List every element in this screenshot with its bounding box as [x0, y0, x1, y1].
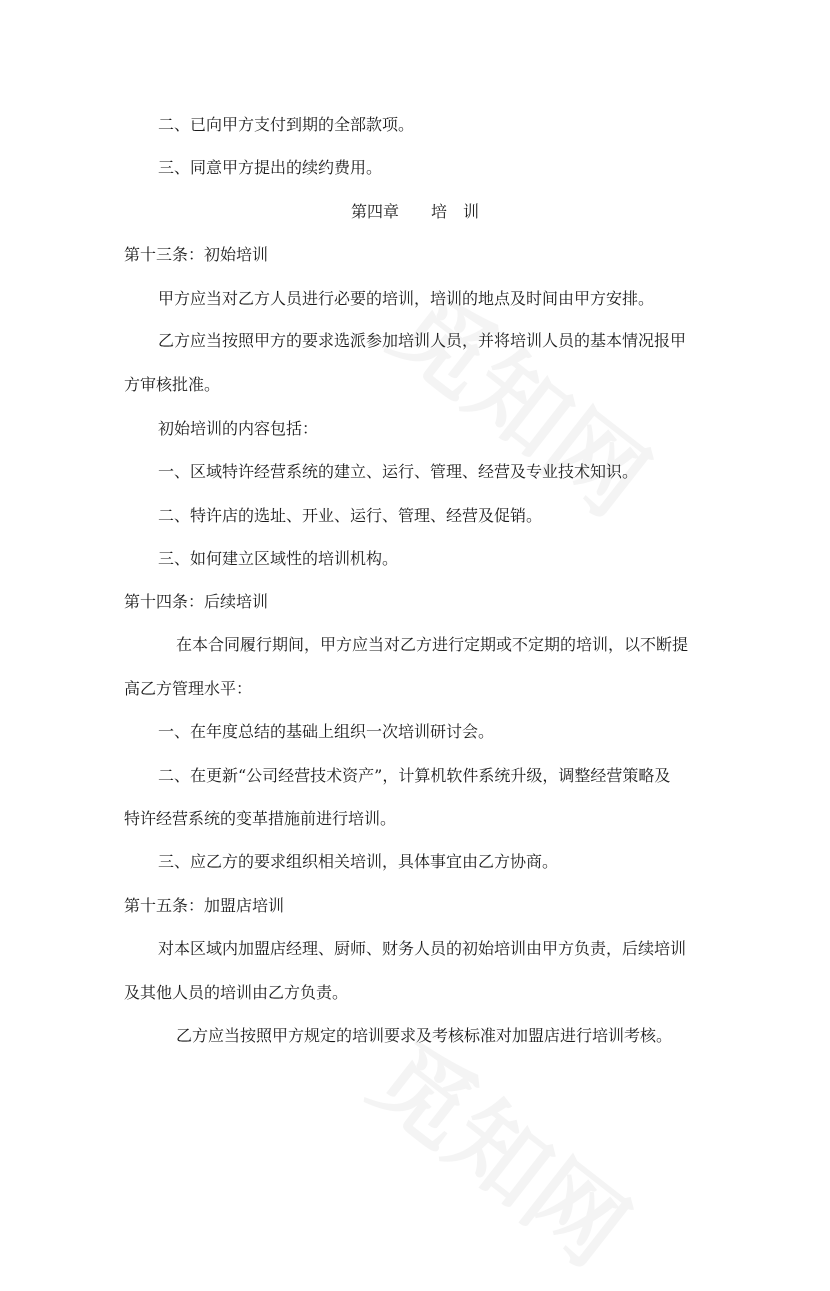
chapter-title: 第四章 培 训: [350, 202, 479, 221]
paragraph-line: 方审核批准。: [124, 375, 221, 394]
paragraph-line: 高乙方管理水平：: [124, 679, 253, 698]
paragraph-line: 在本合同履行期间，甲方应当对乙方进行定期或不定期的培训，以不断提: [176, 635, 689, 654]
list-item: 二、在更新“公司经营技术资产”，计算机软件系统升级，调整经营策略及: [158, 766, 671, 785]
article-heading: 第十四条：后续培训: [124, 592, 269, 611]
paragraph-line: 及其他人员的培训由乙方负责。: [124, 983, 349, 1002]
paragraph-line: 初始培训的内容包括：: [158, 419, 319, 438]
paragraph-line: 乙方应当按照甲方规定的培训要求及考核标准对加盟店进行培训考核。: [176, 1026, 673, 1045]
paragraph-line: 对本区域内加盟店经理、厨师、财务人员的初始培训由甲方负责，后续培训: [158, 939, 687, 958]
list-item: 二、特许店的选址、开业、运行、管理、经营及促销。: [158, 506, 543, 525]
article-heading: 第十五条：加盟店培训: [124, 896, 285, 915]
list-item: 三、应乙方的要求组织相关培训，具体事宜由乙方协商。: [158, 852, 559, 871]
clause-line: 三、同意甲方提出的续约费用。: [158, 158, 383, 177]
watermark: [348, 1006, 659, 1291]
list-item: 一、在年度总结的基础上组织一次培训研讨会。: [158, 722, 495, 741]
article-heading: 第十三条：初始培训: [124, 245, 269, 264]
paragraph-line: 乙方应当按照甲方的要求选派参加培训人员，并将培训人员的基本情况报甲: [158, 331, 687, 350]
clause-line: 二、已向甲方支付到期的全部款项。: [158, 115, 415, 134]
paragraph-line: 特许经营系统的变革措施前进行培训。: [124, 809, 397, 828]
list-item: 三、如何建立区域性的培训机构。: [158, 549, 399, 568]
list-item: 一、区域特许经营系统的建立、运行、管理、经营及专业技术知识。: [158, 462, 639, 481]
paragraph-line: 甲方应当对乙方人员进行必要的培训，培训的地点及时间由甲方安排。: [158, 289, 655, 308]
